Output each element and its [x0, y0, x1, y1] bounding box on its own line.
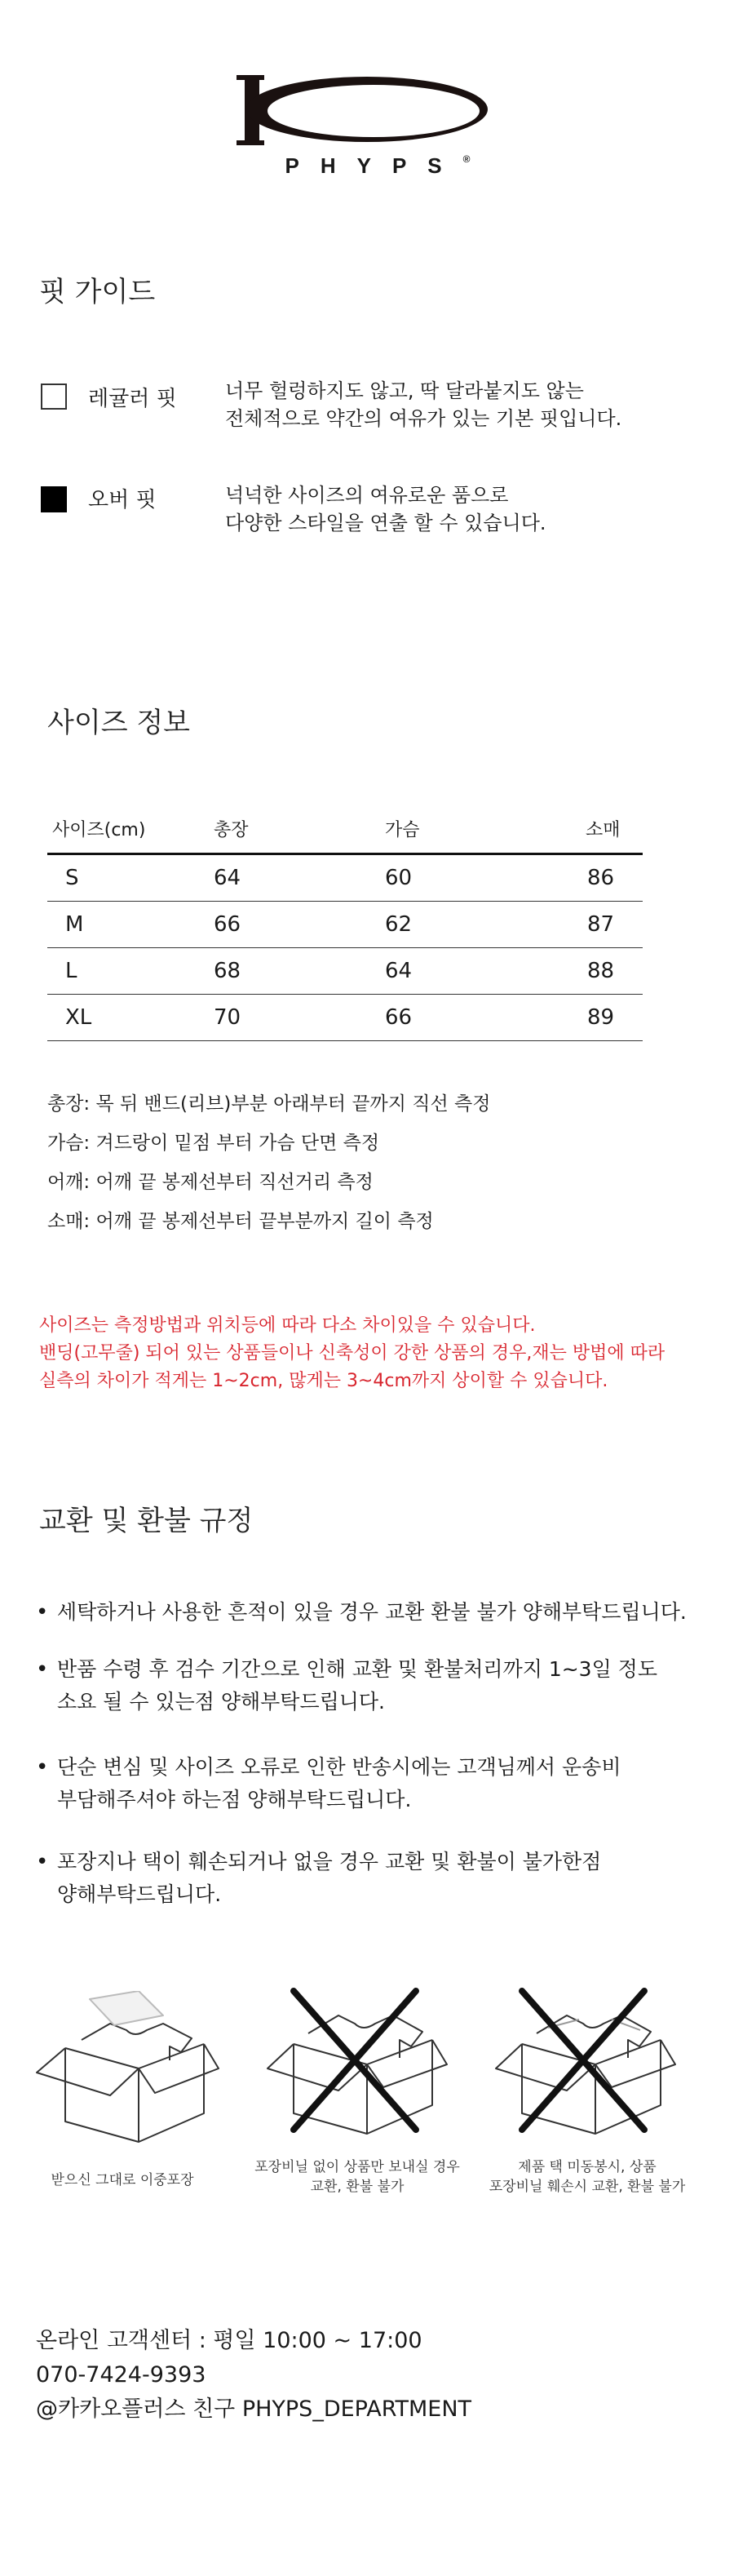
regular-fit-description: 너무 헐렁하지도 않고, 딱 달라붙지도 않는 전체적으로 약간의 여유가 있는 기본 핏입니다.: [225, 379, 622, 430]
exchange-rule-3: • 단순 변심 및 사이즈 오류로 인한 반송시에는 고객님께서 운송비 부담해주셔야 하는점 양해부탁드립니다.: [36, 1751, 729, 1816]
size-warning: 사이즈는 측정방법과 위치등에 따라 다소 차이있을 수 있습니다. 밴딩(고무줄) 되어 있는 상품들이나 신축성이 강한 상품의 경우,재는 방법에 따라 실측의 차이가 적게는 1~2cm, 많게는 3~4cm까지 상이할 수 있습니다.: [39, 1315, 665, 1391]
packaging-caption-1: 받으신 그대로 이중포장: [51, 2172, 194, 2188]
chest-cell: 64: [385, 948, 581, 995]
chest-cell: 66: [385, 995, 581, 1041]
bullet-icon: •: [36, 1850, 49, 1874]
length-cell: 70: [214, 995, 385, 1041]
regular-fit-swatch: [41, 384, 67, 410]
size-cell: L: [47, 948, 214, 995]
header-length: 총장: [214, 816, 385, 854]
packaging-caption-2: 포장비닐 없이 상품만 보내실 경우 교환, 환불 불가: [254, 2159, 460, 2195]
length-cell: 68: [214, 948, 385, 995]
size-info-title: 사이즈 정보: [47, 707, 191, 739]
brand-logo: [237, 72, 497, 153]
size-cell: XL: [47, 995, 214, 1041]
kakao-plus-id: @카카오플러스 친구 PHYPS_DEPARTMENT: [36, 2396, 472, 2422]
sleeve-cell: 86: [581, 854, 643, 902]
size-cell: M: [47, 902, 214, 948]
contact-info: [36, 2324, 471, 2427]
measure-note-length: 총장: 목 뒤 밴드(리브)부분 아래부터 끝까지 직선 측정: [47, 1093, 491, 1115]
phone-number: 070-7424-9393: [36, 2362, 206, 2388]
header-size: 사이즈(cm): [47, 816, 214, 854]
header-chest: 가슴: [385, 816, 581, 854]
tshirt-box-crossed-icon: [261, 1983, 449, 2138]
measure-note-sleeve: 소매: 어깨 끝 봉제선부터 끝부분까지 길이 측정: [47, 1211, 434, 1232]
length-cell: 66: [214, 902, 385, 948]
fit-guide-title: 핏 가이드: [39, 276, 156, 308]
measure-note-chest: 가슴: 겨드랑이 밑점 부터 가슴 단면 측정: [47, 1133, 380, 1154]
sleeve-cell: 89: [581, 995, 643, 1041]
bullet-icon: •: [36, 1600, 49, 1625]
exchange-title: 교환 및 환불 규정: [39, 1505, 254, 1537]
tshirt-box-crossed-icon: [489, 1983, 677, 2138]
header-sleeve: 소매: [581, 816, 643, 854]
size-table: [47, 816, 643, 1041]
length-cell: 64: [214, 854, 385, 902]
customer-center-hours: 온라인 고객센터 : 평일 10:00 ~ 17:00: [36, 2328, 422, 2353]
bullet-icon: •: [36, 1657, 49, 1682]
exchange-rule-4: • 포장지나 택이 훼손되거나 없을 경우 교환 및 환불이 불가한점 양해부탁드립니다.: [36, 1846, 729, 1911]
table-row: [47, 854, 643, 902]
sleeve-cell: 88: [581, 948, 643, 995]
exchange-rule-1: • 세탁하거나 사용한 흔적이 있을 경우 교환 환불 불가 양해부탁드립니다.: [36, 1596, 729, 1629]
table-row: [47, 995, 643, 1041]
exchange-rule-2: • 반품 수령 후 검수 기간으로 인해 교환 및 환불처리까지 1~3일 정도 소요 될 수 있는점 양해부탁드립니다.: [36, 1653, 729, 1718]
size-table-header: [47, 816, 643, 854]
packaging-caption-3: 제품 택 미동봉시, 상품 포장비닐 훼손시 교환, 환불 불가: [489, 2159, 686, 2195]
size-cell: S: [47, 854, 214, 902]
table-row: [47, 948, 643, 995]
tshirt-box-icon: [33, 1991, 220, 2146]
measure-note-shoulder: 어깨: 어깨 끝 봉제선부터 직선거리 측정: [47, 1172, 374, 1193]
over-fit-label: 오버 핏: [88, 488, 157, 512]
over-fit-description: 넉넉한 사이즈의 여유로운 품으로 다양한 스타일을 연출 할 수 있습니다.: [225, 484, 546, 534]
regular-fit-label: 레귤러 핏: [88, 387, 177, 411]
chest-cell: 60: [385, 854, 581, 902]
chest-cell: 62: [385, 902, 581, 948]
over-fit-swatch: [41, 486, 67, 512]
brand-wordmark: PHYPS®: [285, 153, 471, 178]
table-row: [47, 902, 643, 948]
bullet-icon: •: [36, 1755, 49, 1780]
sleeve-cell: 87: [581, 902, 643, 948]
